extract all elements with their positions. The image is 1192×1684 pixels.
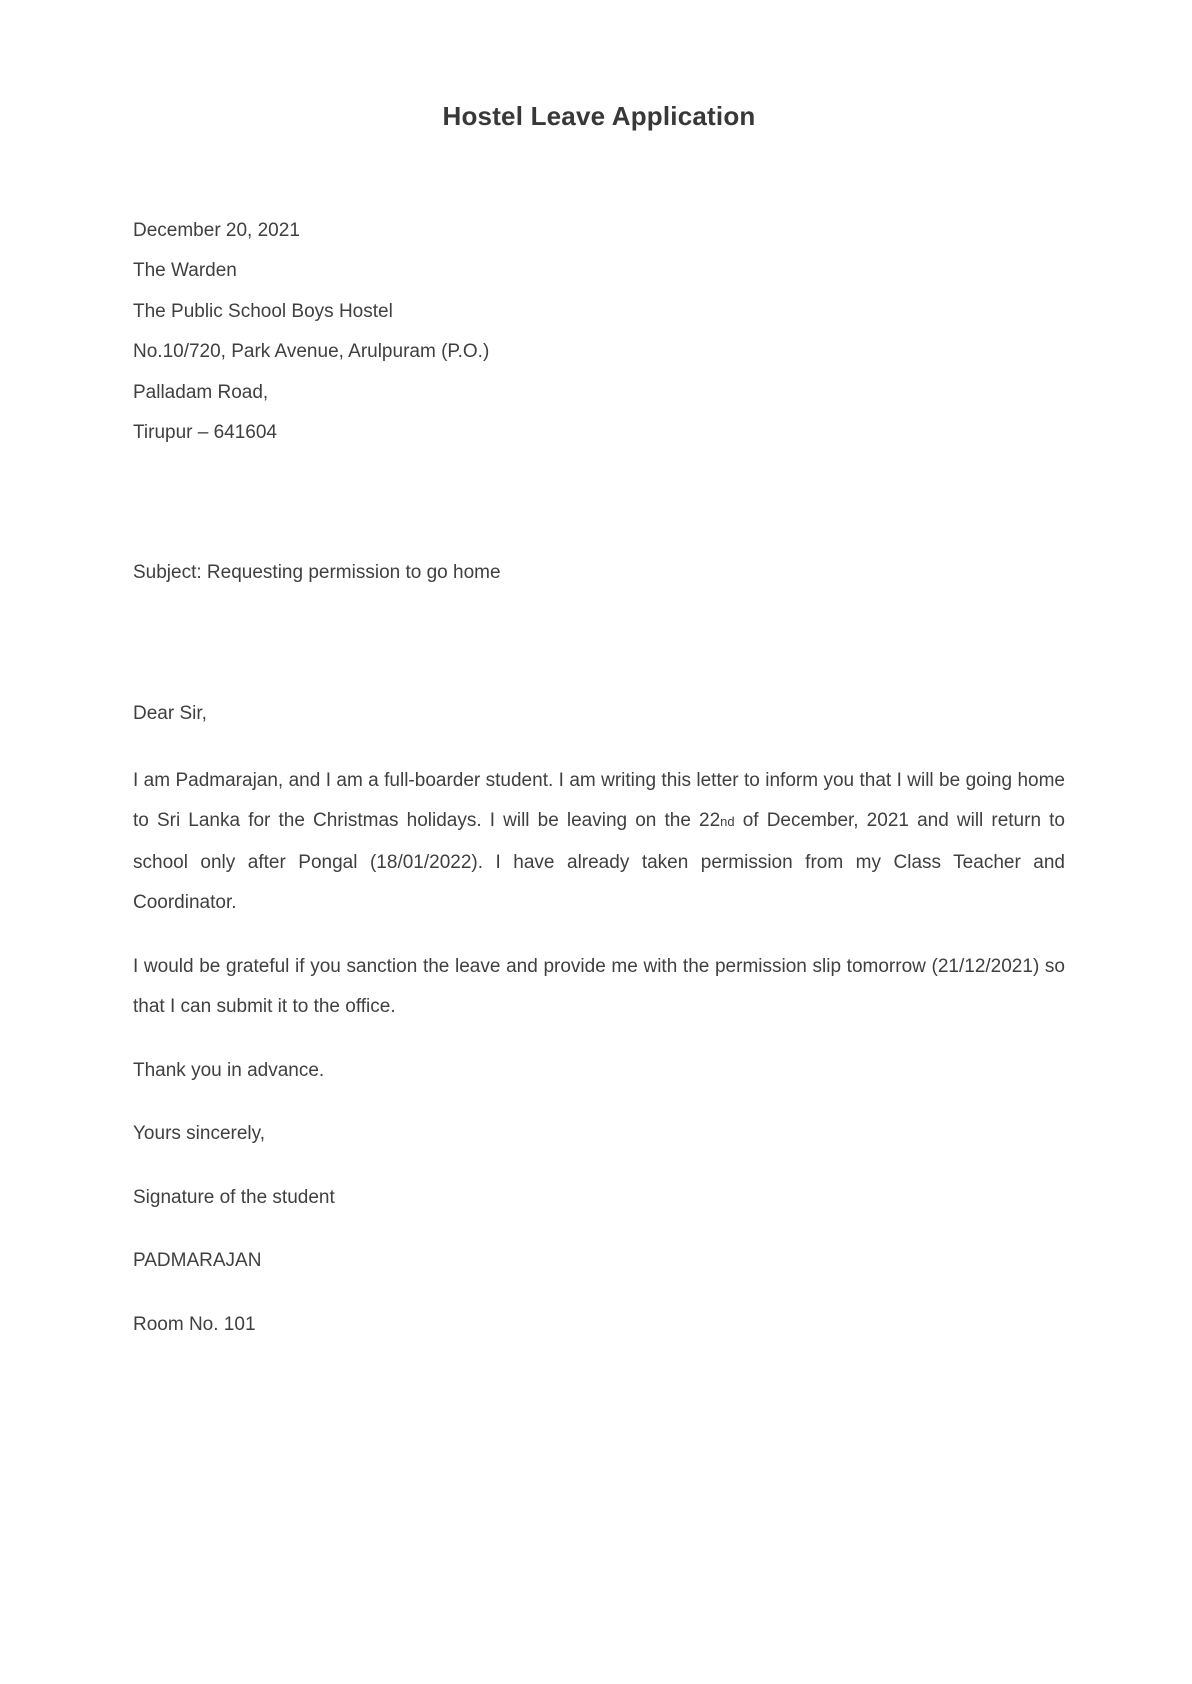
signatory-name: PADMARAJAN xyxy=(133,1250,262,1271)
room-number: Room No. 101 xyxy=(133,1313,256,1335)
recipient-address-block xyxy=(133,211,1065,454)
recipient-line: No.10/720, Park Avenue, Arulpuram (P.O.) xyxy=(133,341,490,362)
letter-date: December 20, 2021 xyxy=(133,219,300,241)
salutation: Dear Sir, xyxy=(133,703,207,724)
closing-line: Yours sincerely, xyxy=(133,1123,266,1144)
recipient-line: The Warden xyxy=(133,260,237,281)
page-title: Hostel Leave Application xyxy=(442,101,756,131)
paragraph-text: I am Padmarajan, and I am a full-boarder student. I am writing this letter to inform you that I will be going home to Sri Lanka for the Christmas holidays. I will be leaving on the 22 xyxy=(133,769,1065,831)
thanks-line: Thank you in advance. xyxy=(133,1059,325,1081)
ordinal-suffix: nd xyxy=(720,814,735,829)
paragraph-text: of December, 2021 and will return to school only after Pongal (18/01/2022). I have already taken permission from my Class Teacher and Coordinator. xyxy=(133,810,1065,913)
subject-line: Subject: Requesting permission to go home xyxy=(133,561,501,583)
recipient-line: Tirupur – 641604 xyxy=(133,422,278,443)
recipient-line: Palladam Road, xyxy=(133,381,269,403)
body-paragraph: I would be grateful if you sanction the leave and provide me with the permission slip tomorrow (21/12/2021) so that I can submit it to the office. xyxy=(133,955,1065,1017)
body-paragraph xyxy=(133,761,1065,924)
signature-label: Signature of the student xyxy=(133,1186,335,1208)
recipient-line: The Public School Boys Hostel xyxy=(133,300,393,322)
